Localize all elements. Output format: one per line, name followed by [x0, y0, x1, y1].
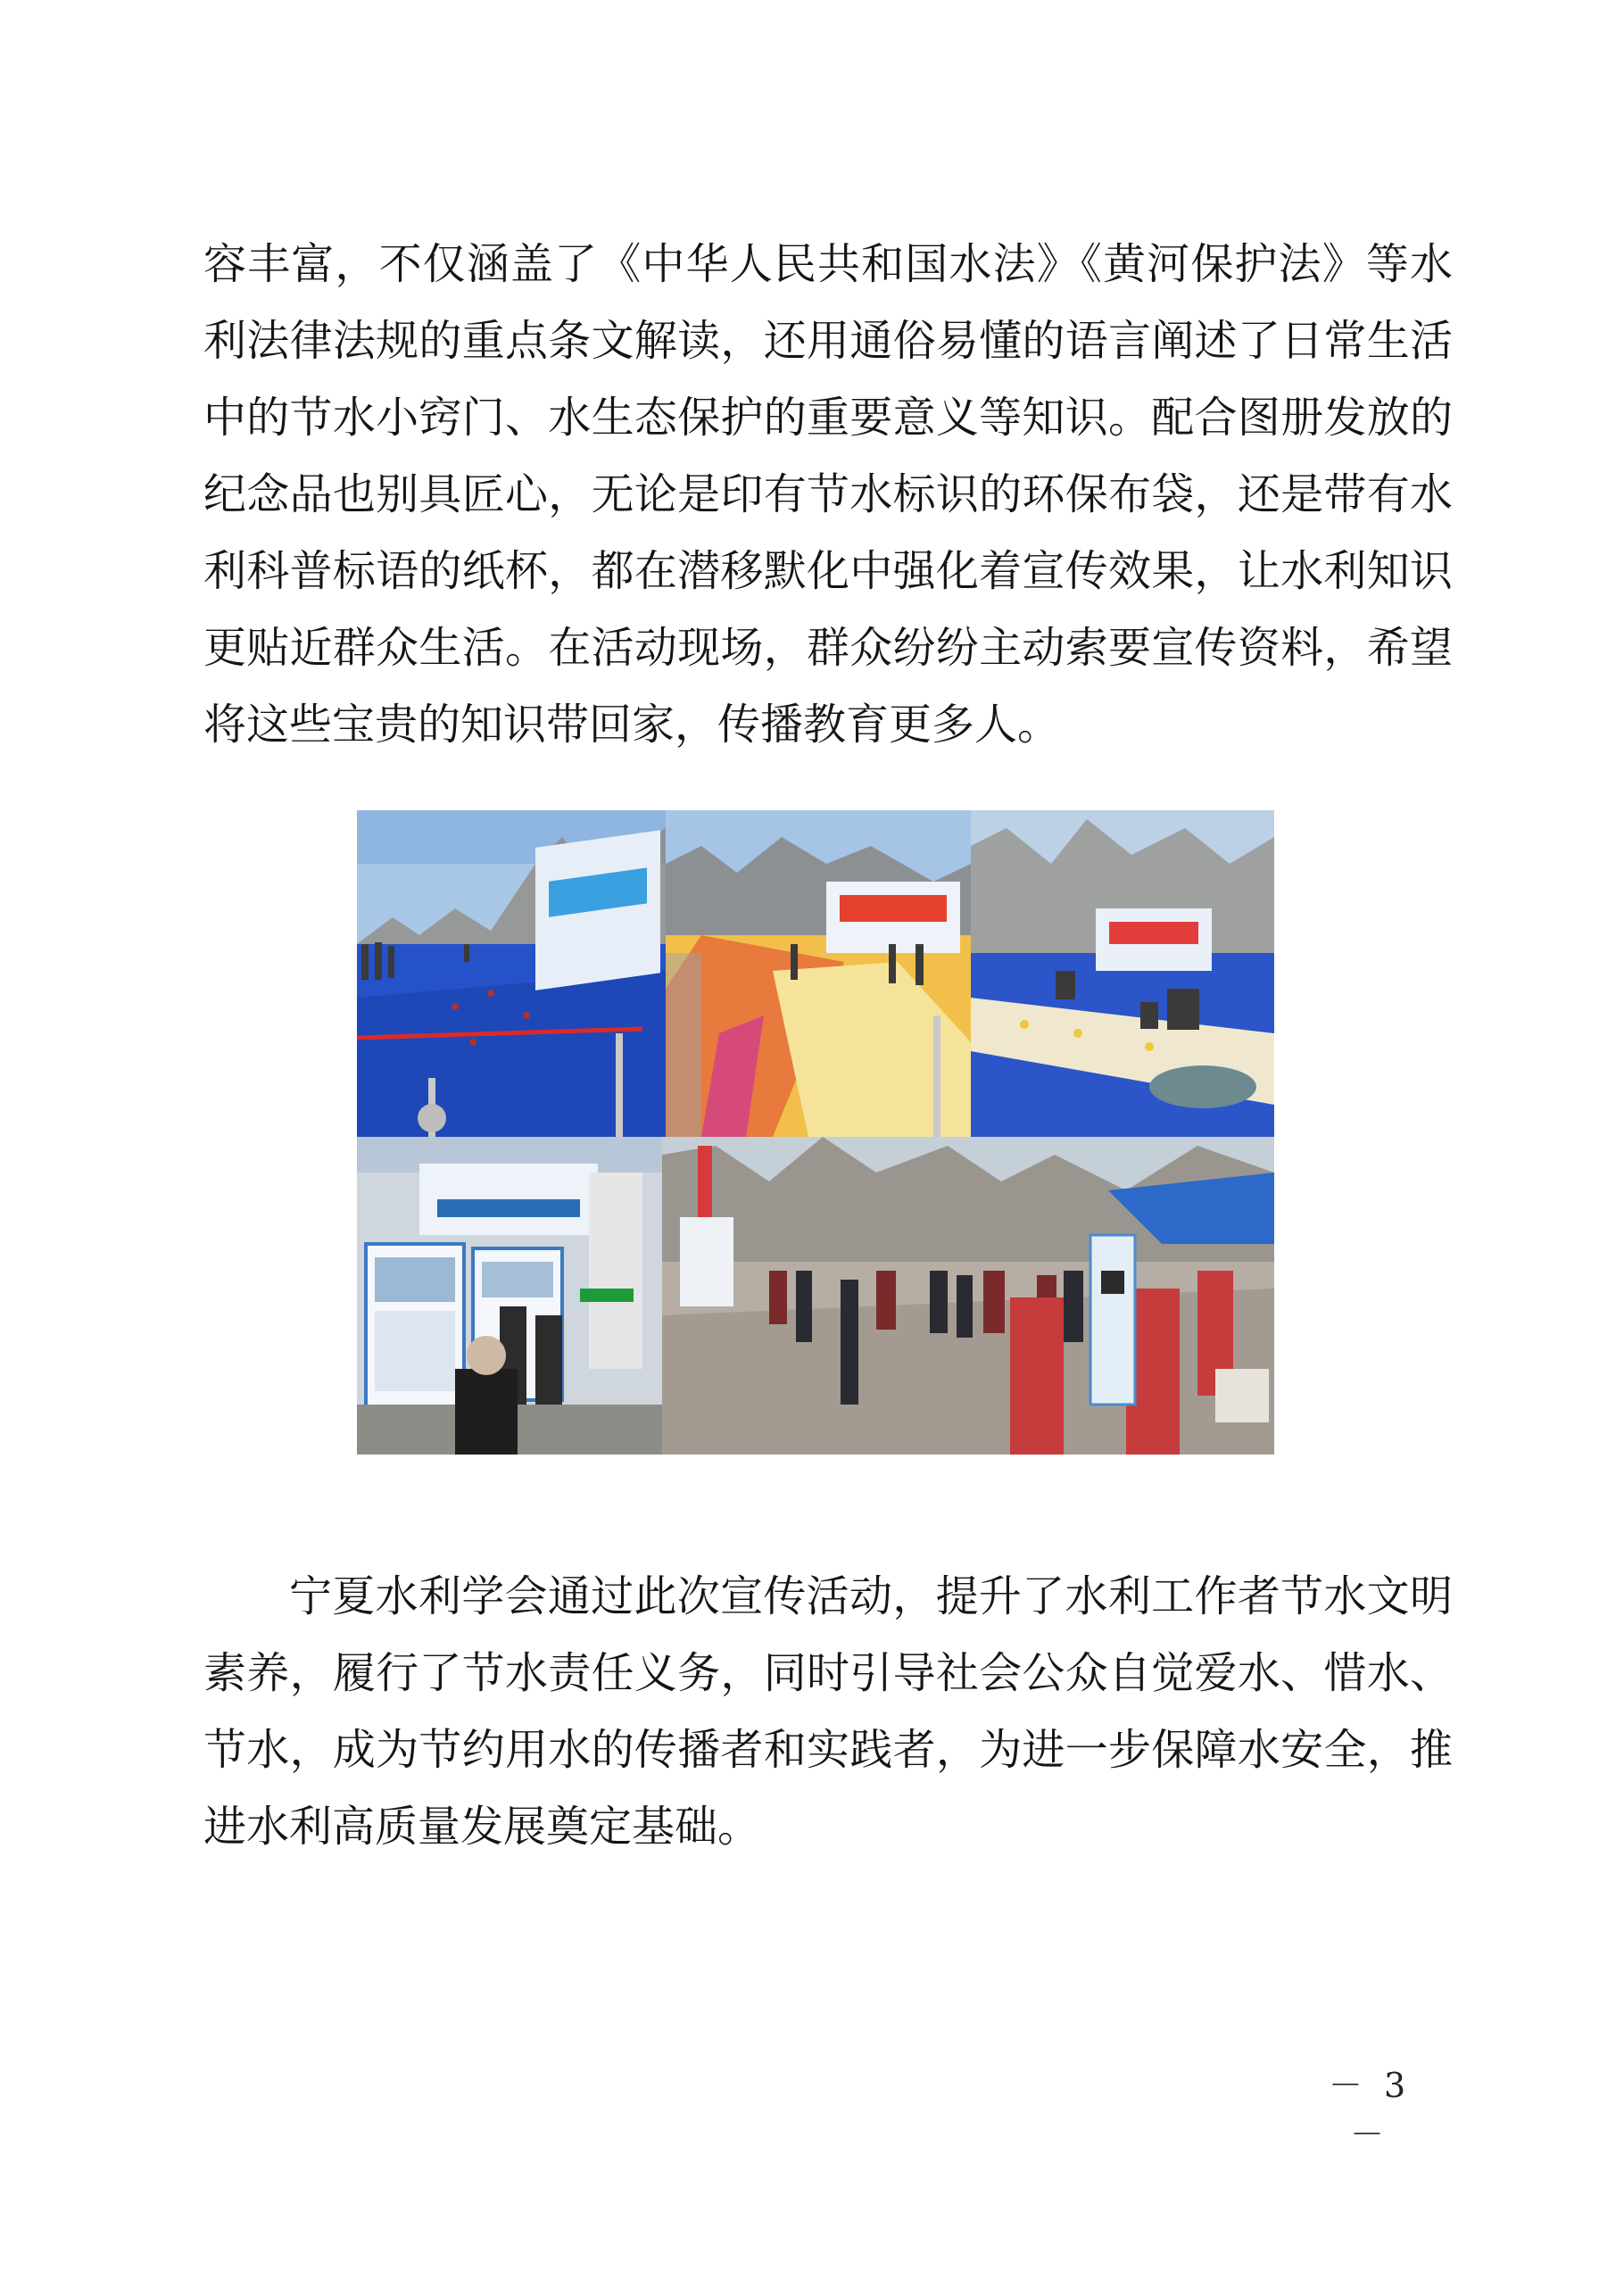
event-photo-painting-activity — [971, 810, 1274, 1137]
text-line: 进水利高质量发展奠定基础。 — [203, 1802, 761, 1852]
body-paragraph-1 — [203, 226, 1453, 763]
text-line: 中的节水小窍门、水生态保护的重要意义等知识。配合图册发放的 — [203, 393, 1453, 443]
text-line: 利法律法规的重点条文解读，还用通俗易懂的语言阐述了日常生活 — [203, 316, 1453, 366]
event-photo-blue-carpet-game — [357, 810, 666, 1137]
text-line: 纪念品也别具匠心，无论是印有节水标识的环保布袋，还是带有水 — [203, 469, 1453, 519]
event-photo-floor-board-game — [666, 810, 971, 1137]
text-line: 节水，成为节约用水的传播者和实践者，为进一步保障水安全，推 — [203, 1725, 1453, 1775]
text-line: 素养，履行了节水责任义务，同时引导社会公众自觉爱水、惜水、 — [203, 1648, 1453, 1698]
text-line: 更贴近群众生活。在活动现场，群众纷纷主动索要宣传资料，希望 — [203, 623, 1453, 673]
text-line: 将这些宝贵的知识带回家，传播教育更多人。 — [203, 700, 1061, 750]
body-paragraph-2 — [203, 1558, 1453, 1865]
page-number: － 3 － — [1328, 2066, 1412, 2154]
text-line: 容丰富，不仅涵盖了《中华人民共和国水法》《黄河保护法》等水 — [203, 239, 1453, 289]
event-photo-collage — [357, 810, 1274, 1455]
event-photo-crowd-booths — [662, 1137, 1274, 1455]
text-line: 宁夏水利学会通过此次宣传活动，提升了水利工作者节水文明 — [289, 1571, 1453, 1621]
text-line: 利科普标语的纸杯，都在潜移默化中强化着宣传效果，让水利知识 — [203, 546, 1453, 596]
event-photo-exhibition-boards — [357, 1137, 662, 1455]
